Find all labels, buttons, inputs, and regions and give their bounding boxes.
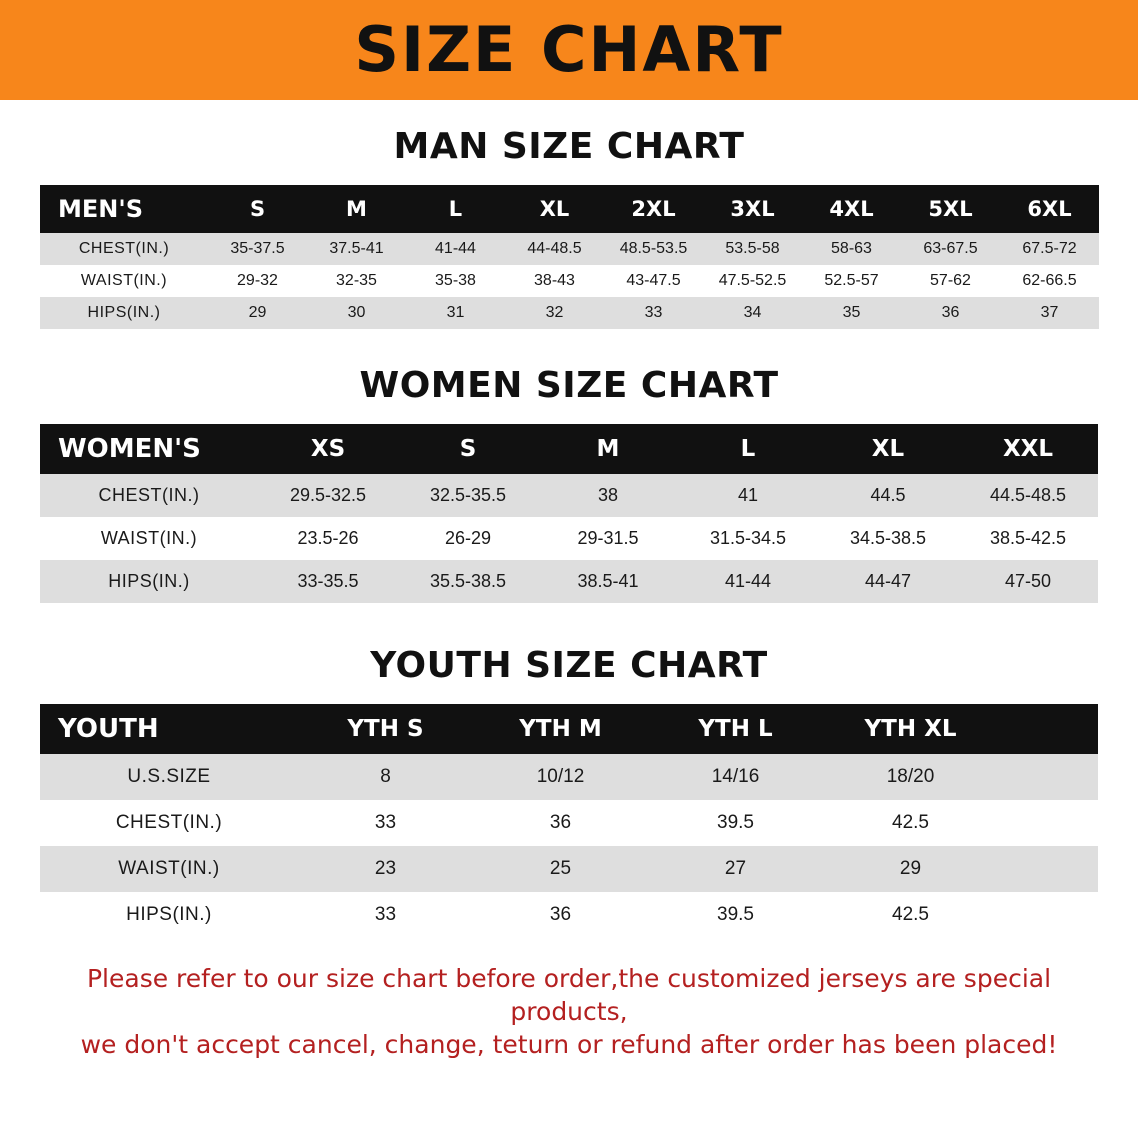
women-header-s: S (398, 424, 538, 474)
youth-table-wrap (40, 704, 1098, 938)
table-cell: 34.5-38.5 (818, 517, 958, 560)
women-header-label: WOMEN'S (40, 424, 258, 474)
men-header-2xl: 2XL (604, 185, 703, 233)
man-section-heading: MAN SIZE CHART (393, 126, 745, 167)
table-header-row (40, 185, 1099, 233)
table-cell: 35.5-38.5 (398, 560, 538, 603)
table-cell: 36 (901, 297, 1000, 329)
women-row-label-chest: CHEST(IN.) (40, 474, 258, 517)
table-row (40, 265, 1099, 297)
table-cell: 44.5-48.5 (958, 474, 1098, 517)
table-cell: 27 (648, 846, 823, 892)
table-cell: 36 (473, 892, 648, 938)
table-cell: 8 (298, 754, 473, 800)
table-cell: 33 (604, 297, 703, 329)
youth-header-ythl: YTH L (648, 704, 823, 754)
youth-row-label-hips: HIPS(IN.) (40, 892, 298, 938)
table-cell: 44-47 (818, 560, 958, 603)
table-cell: 44.5 (818, 474, 958, 517)
youth-row-label-waist: WAIST(IN.) (40, 846, 298, 892)
table-cell: 35-37.5 (208, 233, 307, 265)
table-cell: 38.5-41 (538, 560, 678, 603)
table-cell: 35-38 (406, 265, 505, 297)
table-cell: 25 (473, 846, 648, 892)
women-size-table (40, 424, 1098, 603)
table-cell: 57-62 (901, 265, 1000, 297)
men-header-l: L (406, 185, 505, 233)
table-cell: 32-35 (307, 265, 406, 297)
table-cell: 41-44 (406, 233, 505, 265)
table-cell: 48.5-53.5 (604, 233, 703, 265)
banner (0, 0, 1138, 100)
table-cell: 38-43 (505, 265, 604, 297)
men-header-xl: XL (505, 185, 604, 233)
youth-header-ythm: YTH M (473, 704, 648, 754)
table-cell: 32 (505, 297, 604, 329)
youth-section-heading: YOUTH SIZE CHART (370, 645, 768, 686)
table-row (40, 892, 1098, 938)
table-cell: 37 (1000, 297, 1099, 329)
table-row (40, 297, 1099, 329)
table-cell-spacer (998, 846, 1098, 892)
table-cell-spacer (998, 754, 1098, 800)
table-cell: 41-44 (678, 560, 818, 603)
table-cell: 31.5-34.5 (678, 517, 818, 560)
table-cell: 33 (298, 892, 473, 938)
youth-header-spacer (998, 704, 1098, 754)
table-cell: 42.5 (823, 800, 998, 846)
table-row (40, 474, 1098, 517)
women-header-xs: XS (258, 424, 398, 474)
table-cell: 63-67.5 (901, 233, 1000, 265)
table-row (40, 800, 1098, 846)
men-header-4xl: 4XL (802, 185, 901, 233)
table-cell: 52.5-57 (802, 265, 901, 297)
men-row-label-chest: CHEST(IN.) (40, 233, 208, 265)
table-cell: 18/20 (823, 754, 998, 800)
table-cell: 34 (703, 297, 802, 329)
women-table-wrap (40, 424, 1098, 603)
men-header-label: MEN'S (40, 185, 208, 233)
table-cell: 23.5-26 (258, 517, 398, 560)
table-cell: 42.5 (823, 892, 998, 938)
man-size-table (40, 185, 1099, 329)
table-row (40, 560, 1098, 603)
men-row-label-hips: HIPS(IN.) (40, 297, 208, 329)
youth-header-ythxl: YTH XL (823, 704, 998, 754)
youth-header-yths: YTH S (298, 704, 473, 754)
table-cell: 38.5-42.5 (958, 517, 1098, 560)
table-cell: 67.5-72 (1000, 233, 1099, 265)
men-header-m: M (307, 185, 406, 233)
table-cell: 47-50 (958, 560, 1098, 603)
table-cell: 62-66.5 (1000, 265, 1099, 297)
women-section-heading: WOMEN SIZE CHART (359, 365, 779, 406)
youth-row-label-ussize: U.S.SIZE (40, 754, 298, 800)
table-cell: 39.5 (648, 892, 823, 938)
men-header-5xl: 5XL (901, 185, 1000, 233)
table-cell: 33 (298, 800, 473, 846)
table-cell: 29 (208, 297, 307, 329)
table-cell: 53.5-58 (703, 233, 802, 265)
table-cell: 39.5 (648, 800, 823, 846)
table-cell: 29 (823, 846, 998, 892)
table-cell-spacer (998, 892, 1098, 938)
table-row (40, 846, 1098, 892)
table-cell: 41 (678, 474, 818, 517)
table-row (40, 233, 1099, 265)
table-header-row (40, 704, 1098, 754)
table-header-row (40, 424, 1098, 474)
table-cell: 47.5-52.5 (703, 265, 802, 297)
table-cell: 33-35.5 (258, 560, 398, 603)
table-row (40, 754, 1098, 800)
table-cell: 29-31.5 (538, 517, 678, 560)
women-header-xl: XL (818, 424, 958, 474)
women-header-l: L (678, 424, 818, 474)
table-cell: 58-63 (802, 233, 901, 265)
policy-note-line-1: Please refer to our size chart before order,the customized jerseys are special products, (86, 964, 1052, 1026)
table-cell: 31 (406, 297, 505, 329)
table-cell: 35 (802, 297, 901, 329)
man-table-wrap (40, 185, 1098, 329)
table-cell: 43-47.5 (604, 265, 703, 297)
table-cell: 29-32 (208, 265, 307, 297)
men-header-3xl: 3XL (703, 185, 802, 233)
table-cell: 38 (538, 474, 678, 517)
table-cell: 44-48.5 (505, 233, 604, 265)
women-header-m: M (538, 424, 678, 474)
table-cell: 23 (298, 846, 473, 892)
page-title: SIZE CHART (354, 13, 784, 86)
table-cell: 26-29 (398, 517, 538, 560)
men-header-s: S (208, 185, 307, 233)
table-cell: 32.5-35.5 (398, 474, 538, 517)
policy-note-line-2: we don't accept cancel, change, teturn or refund after order has been placed! (80, 1030, 1058, 1059)
policy-note (36, 962, 1102, 1061)
table-cell: 10/12 (473, 754, 648, 800)
men-row-label-waist: WAIST(IN.) (40, 265, 208, 297)
youth-header-label: YOUTH (40, 704, 298, 754)
table-cell: 37.5-41 (307, 233, 406, 265)
table-cell: 29.5-32.5 (258, 474, 398, 517)
women-row-label-hips: HIPS(IN.) (40, 560, 258, 603)
table-cell-spacer (998, 800, 1098, 846)
women-row-label-waist: WAIST(IN.) (40, 517, 258, 560)
table-cell: 36 (473, 800, 648, 846)
table-cell: 14/16 (648, 754, 823, 800)
table-cell: 30 (307, 297, 406, 329)
youth-row-label-chest: CHEST(IN.) (40, 800, 298, 846)
youth-size-table (40, 704, 1098, 938)
table-row (40, 517, 1098, 560)
women-header-xxl: XXL (958, 424, 1098, 474)
men-header-6xl: 6XL (1000, 185, 1099, 233)
